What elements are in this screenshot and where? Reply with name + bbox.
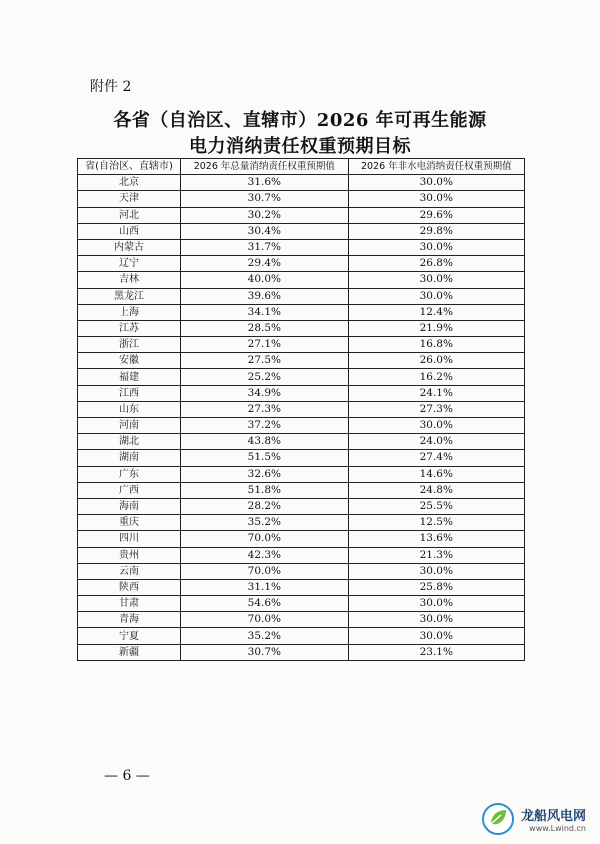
cell-total-weight: 31.1% — [181, 579, 349, 595]
cell-total-weight: 51.8% — [181, 482, 349, 498]
table-row — [78, 223, 525, 239]
cell-total-weight: 30.2% — [181, 207, 349, 223]
cell-nonhydro-weight: 27.4% — [348, 450, 524, 466]
cell-province: 黑龙江 — [78, 288, 181, 304]
cell-province: 河南 — [78, 418, 181, 434]
cell-total-weight: 31.7% — [181, 239, 349, 255]
cell-total-weight: 28.5% — [181, 320, 349, 336]
cell-nonhydro-weight: 12.4% — [348, 304, 524, 320]
page-number: — 6 — — [104, 768, 150, 784]
cell-province: 吉林 — [78, 272, 181, 288]
table-row — [78, 450, 525, 466]
cell-nonhydro-weight: 30.0% — [348, 628, 524, 644]
cell-total-weight: 29.4% — [181, 256, 349, 272]
header-total-weight: 2026 年总量消纳责任权重预期值 — [181, 159, 349, 175]
cell-nonhydro-weight: 30.0% — [348, 175, 524, 191]
cell-province: 辽宁 — [78, 256, 181, 272]
cell-nonhydro-weight: 24.1% — [348, 385, 524, 401]
cell-total-weight: 31.6% — [181, 175, 349, 191]
cell-province: 山东 — [78, 401, 181, 417]
cell-nonhydro-weight: 29.6% — [348, 207, 524, 223]
cell-total-weight: 42.3% — [181, 547, 349, 563]
cell-province: 宁夏 — [78, 628, 181, 644]
cell-province: 陕西 — [78, 579, 181, 595]
table-row — [78, 579, 525, 595]
cell-nonhydro-weight: 24.0% — [348, 434, 524, 450]
table-row — [78, 353, 525, 369]
table-row — [78, 498, 525, 514]
cell-total-weight: 27.5% — [181, 353, 349, 369]
table-row — [78, 272, 525, 288]
table-row — [78, 288, 525, 304]
cell-total-weight: 51.5% — [181, 450, 349, 466]
cell-nonhydro-weight: 21.3% — [348, 547, 524, 563]
cell-total-weight: 35.2% — [181, 628, 349, 644]
cell-nonhydro-weight: 30.0% — [348, 612, 524, 628]
leaf-drop-logo-icon — [481, 802, 515, 836]
cell-province: 江苏 — [78, 320, 181, 336]
cell-total-weight: 30.4% — [181, 223, 349, 239]
document-title-line1: 各省（自治区、直辖市）2026 年可再生能源 — [113, 110, 487, 131]
cell-province: 安徽 — [78, 353, 181, 369]
cell-province: 新疆 — [78, 644, 181, 660]
cell-province: 贵州 — [78, 547, 181, 563]
cell-nonhydro-weight: 16.8% — [348, 337, 524, 353]
cell-nonhydro-weight: 24.8% — [348, 482, 524, 498]
cell-nonhydro-weight: 30.0% — [348, 563, 524, 579]
targets-table — [77, 158, 525, 661]
cell-nonhydro-weight: 26.0% — [348, 353, 524, 369]
cell-province: 江西 — [78, 385, 181, 401]
watermark — [481, 802, 586, 836]
watermark-name: 龙船风电网 — [520, 809, 586, 824]
table-row — [78, 644, 525, 660]
cell-province: 北京 — [78, 175, 181, 191]
watermark-url: www.Lwind.cn — [529, 824, 586, 833]
cell-nonhydro-weight: 25.5% — [348, 498, 524, 514]
table-header-row — [78, 159, 525, 175]
cell-nonhydro-weight: 14.6% — [348, 466, 524, 482]
cell-total-weight: 70.0% — [181, 563, 349, 579]
table-row — [78, 612, 525, 628]
cell-total-weight: 70.0% — [181, 531, 349, 547]
cell-total-weight: 28.2% — [181, 498, 349, 514]
cell-nonhydro-weight: 29.8% — [348, 223, 524, 239]
table-row — [78, 337, 525, 353]
table-row — [78, 256, 525, 272]
cell-total-weight: 35.2% — [181, 515, 349, 531]
cell-total-weight: 70.0% — [181, 612, 349, 628]
attachment-label: 附件 2 — [90, 79, 132, 95]
table-row — [78, 418, 525, 434]
cell-province: 四川 — [78, 531, 181, 547]
table-row — [78, 207, 525, 223]
table-row — [78, 515, 525, 531]
cell-nonhydro-weight: 30.0% — [348, 288, 524, 304]
table-row — [78, 191, 525, 207]
table-row — [78, 434, 525, 450]
cell-nonhydro-weight: 30.0% — [348, 596, 524, 612]
cell-province: 青海 — [78, 612, 181, 628]
cell-total-weight: 30.7% — [181, 644, 349, 660]
table-row — [78, 175, 525, 191]
table-row — [78, 531, 525, 547]
table-row — [78, 239, 525, 255]
cell-nonhydro-weight: 30.0% — [348, 239, 524, 255]
table-row — [78, 369, 525, 385]
cell-province: 山西 — [78, 223, 181, 239]
table-row — [78, 401, 525, 417]
cell-province: 广东 — [78, 466, 181, 482]
cell-province: 内蒙古 — [78, 239, 181, 255]
cell-province: 海南 — [78, 498, 181, 514]
cell-total-weight: 43.8% — [181, 434, 349, 450]
table-row — [78, 385, 525, 401]
cell-province: 天津 — [78, 191, 181, 207]
document-title-line2: 电力消纳责任权重预期目标 — [189, 136, 411, 157]
table-row — [78, 482, 525, 498]
cell-nonhydro-weight: 16.2% — [348, 369, 524, 385]
cell-total-weight: 39.6% — [181, 288, 349, 304]
table-row — [78, 320, 525, 336]
cell-province: 河北 — [78, 207, 181, 223]
table-row — [78, 596, 525, 612]
header-nonhydro-weight: 2026 年非水电消纳责任权重预期值 — [348, 159, 524, 175]
table-row — [78, 563, 525, 579]
cell-total-weight: 40.0% — [181, 272, 349, 288]
cell-nonhydro-weight: 30.0% — [348, 191, 524, 207]
cell-total-weight: 30.7% — [181, 191, 349, 207]
cell-nonhydro-weight: 25.8% — [348, 579, 524, 595]
cell-nonhydro-weight: 27.3% — [348, 401, 524, 417]
cell-province: 浙江 — [78, 337, 181, 353]
cell-nonhydro-weight: 30.0% — [348, 272, 524, 288]
cell-nonhydro-weight: 12.5% — [348, 515, 524, 531]
table-row — [78, 466, 525, 482]
cell-province: 湖南 — [78, 450, 181, 466]
cell-nonhydro-weight: 13.6% — [348, 531, 524, 547]
cell-province: 甘肃 — [78, 596, 181, 612]
cell-province: 重庆 — [78, 515, 181, 531]
cell-province: 上海 — [78, 304, 181, 320]
cell-nonhydro-weight: 23.1% — [348, 644, 524, 660]
cell-total-weight: 54.6% — [181, 596, 349, 612]
cell-total-weight: 32.6% — [181, 466, 349, 482]
cell-province: 云南 — [78, 563, 181, 579]
cell-province: 福建 — [78, 369, 181, 385]
cell-province: 湖北 — [78, 434, 181, 450]
cell-nonhydro-weight: 26.8% — [348, 256, 524, 272]
cell-nonhydro-weight: 30.0% — [348, 418, 524, 434]
table-row — [78, 304, 525, 320]
cell-total-weight: 27.3% — [181, 401, 349, 417]
cell-total-weight: 37.2% — [181, 418, 349, 434]
cell-province: 广西 — [78, 482, 181, 498]
cell-total-weight: 25.2% — [181, 369, 349, 385]
table-row — [78, 628, 525, 644]
cell-total-weight: 34.9% — [181, 385, 349, 401]
cell-nonhydro-weight: 21.9% — [348, 320, 524, 336]
cell-total-weight: 27.1% — [181, 337, 349, 353]
header-province: 省(自治区、直辖市) — [78, 159, 181, 175]
table-row — [78, 547, 525, 563]
cell-total-weight: 34.1% — [181, 304, 349, 320]
